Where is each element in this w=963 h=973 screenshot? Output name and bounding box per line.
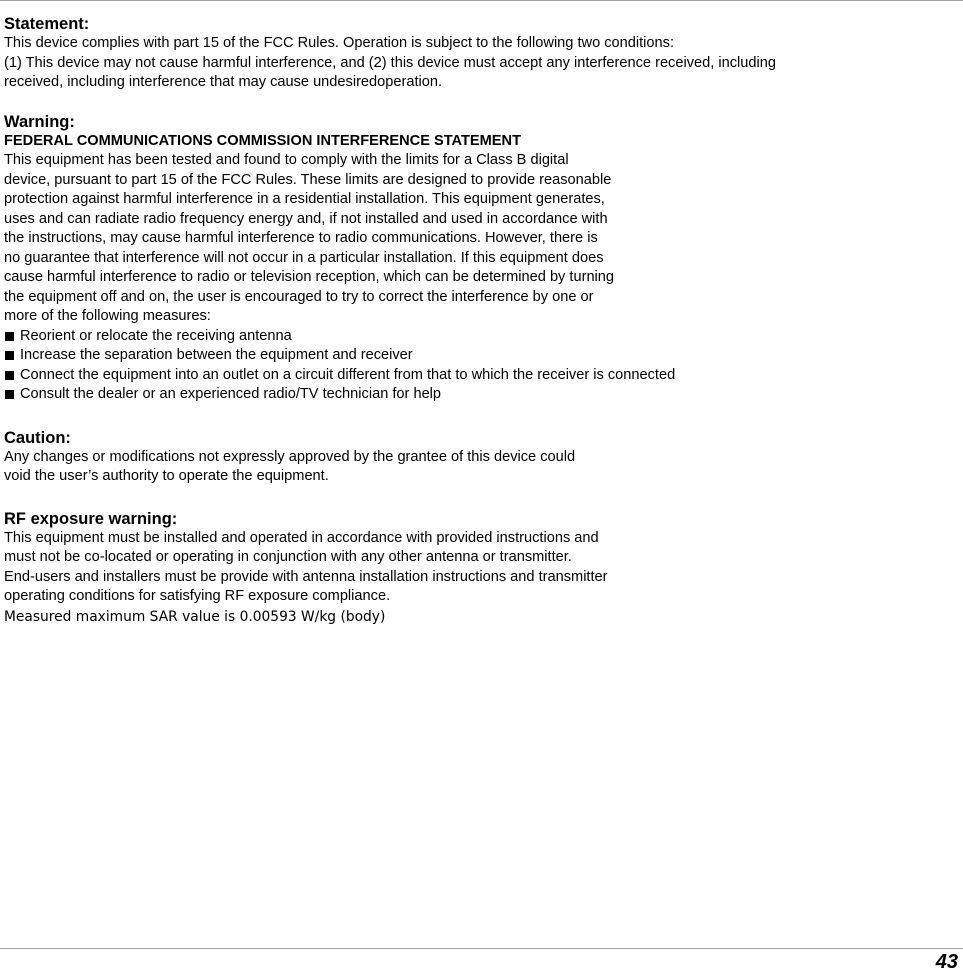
sar-value-line: Measured maximum SAR value is 0.00593 W/kg (body) xyxy=(4,608,386,625)
measure-list-item xyxy=(4,366,959,386)
top-divider xyxy=(0,0,963,1)
measure-text: Connect the equipment into an outlet on a circuit different from that to which the receiver is connected xyxy=(20,366,676,383)
caution-line: void the user’s authority to operate the equipment. xyxy=(4,468,329,484)
statement-line: received, including interference that may cause undesiredoperation. xyxy=(4,74,443,90)
measure-list-item xyxy=(4,346,959,366)
square-bullet-icon xyxy=(5,332,14,341)
square-bullet-icon xyxy=(5,351,14,360)
caution-heading: Caution: xyxy=(4,428,71,447)
caution-section xyxy=(4,428,959,487)
statement-line: This device complies with part 15 of the FCC Rules. Operation is subject to the following two conditions: xyxy=(4,35,675,51)
measure-list-item xyxy=(4,327,959,347)
caution-line: Any changes or modifications not expressly approved by the grantee of this device could xyxy=(4,448,576,465)
warning-line: device, pursuant to part 15 of the FCC Rules. These limits are designed to provide reasonable xyxy=(4,171,612,188)
warning-line: uses and can radiate radio frequency energy and, if not installed and used in accordance with xyxy=(4,210,608,227)
warning-line: more of the following measures: xyxy=(4,308,211,324)
statement-line: (1) This device may not cause harmful interference, and (2) this device must accept any interference received, including xyxy=(4,54,776,71)
page-content xyxy=(4,14,959,628)
rf-exposure-line: This equipment must be installed and operated in accordance with provided instructions and xyxy=(4,529,599,546)
fcc-interference-heading: FEDERAL COMMUNICATIONS COMMISSION INTERFERENCE STATEMENT xyxy=(4,132,521,149)
footer-divider xyxy=(0,948,963,949)
warning-line: the equipment off and on, the user is encouraged to try to correct the interference by one or xyxy=(4,288,594,305)
square-bullet-icon xyxy=(5,390,14,399)
warning-line: This equipment has been tested and found to comply with the limits for a Class B digital xyxy=(4,152,569,168)
rf-exposure-section xyxy=(4,509,959,628)
rf-exposure-heading: RF exposure warning: xyxy=(4,509,178,528)
warning-line: no guarantee that interference will not occur in a particular installation. If this equipment does xyxy=(4,249,604,266)
warning-section xyxy=(4,112,959,405)
warning-heading: Warning: xyxy=(4,112,75,131)
measure-text: Reorient or relocate the receiving antenna xyxy=(20,327,292,344)
rf-exposure-line: End-users and installers must be provide with antenna installation instructions and transmitter xyxy=(4,568,608,585)
warning-line: protection against harmful interference in a residential installation. This equipment generates, xyxy=(4,191,605,207)
warning-line: the instructions, may cause harmful interference to radio communications. However, there is xyxy=(4,230,598,246)
page-number: 43 xyxy=(935,951,958,973)
measure-list-item xyxy=(4,385,959,405)
rf-exposure-line: must not be co-located or operating in conjunction with any other antenna or transmitter. xyxy=(4,549,572,565)
measure-text: Increase the separation between the equipment and receiver xyxy=(20,347,413,363)
statement-section xyxy=(4,14,959,93)
warning-line: cause harmful interference to radio or television reception, which can be determined by turning xyxy=(4,269,615,285)
square-bullet-icon xyxy=(5,371,14,380)
measure-text: Consult the dealer or an experienced radio/TV technician for help xyxy=(20,386,442,402)
rf-exposure-line: operating conditions for satisfying RF exposure compliance. xyxy=(4,588,391,604)
statement-heading: Statement: xyxy=(4,15,90,33)
